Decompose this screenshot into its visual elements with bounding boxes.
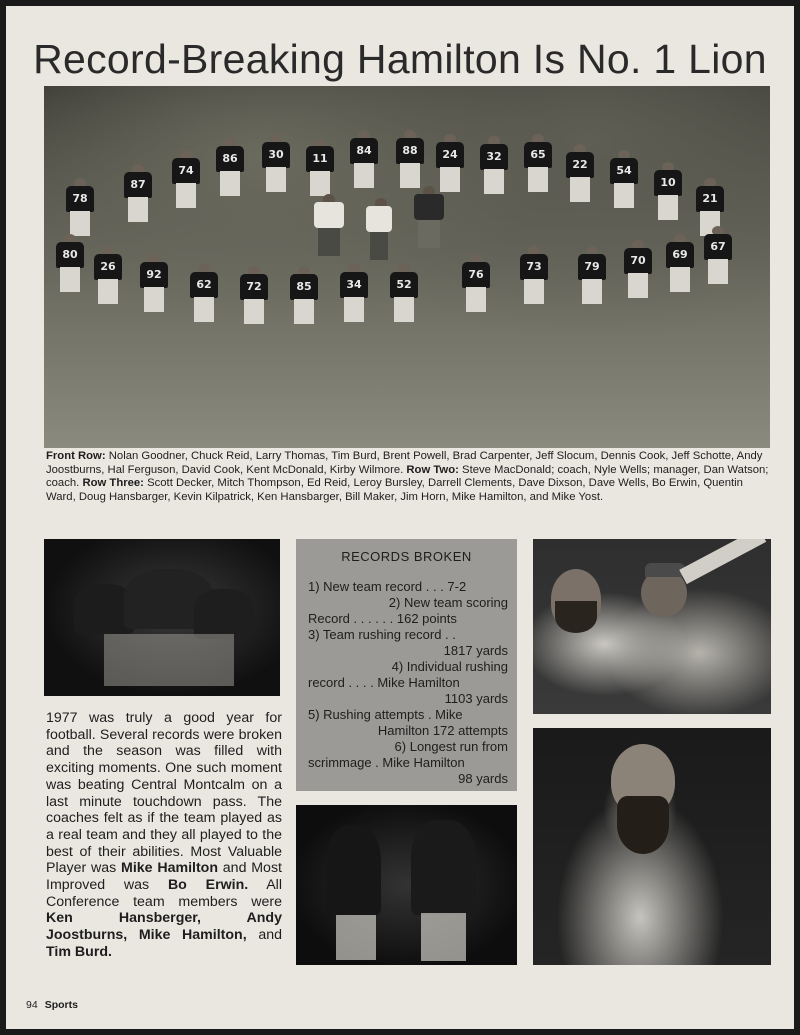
most-improved-name: Bo Erwin. bbox=[167, 877, 249, 894]
page-number: 94 bbox=[26, 999, 38, 1011]
team-player bbox=[624, 240, 652, 298]
jersey-number: 67 bbox=[704, 234, 732, 260]
coach-figure bbox=[314, 194, 344, 256]
jersey-number: 22 bbox=[566, 152, 594, 178]
section-name: Sports bbox=[44, 999, 78, 1011]
jersey-number: 10 bbox=[654, 170, 682, 196]
record-line: 6) Longest run from bbox=[394, 739, 508, 754]
jersey-number: 70 bbox=[624, 248, 652, 274]
team-player bbox=[610, 150, 638, 208]
record-line: 98 yards bbox=[458, 771, 508, 786]
team-player bbox=[436, 134, 464, 192]
team-player bbox=[240, 266, 268, 324]
records-broken-box bbox=[296, 539, 517, 791]
team-player bbox=[520, 246, 548, 304]
article-text-2: and Most Improved was bbox=[46, 860, 282, 894]
coach-photo-portrait bbox=[533, 728, 771, 965]
huddle-photo bbox=[44, 539, 280, 696]
jersey-number: 79 bbox=[578, 254, 606, 280]
jersey-number: 21 bbox=[696, 186, 724, 212]
team-player bbox=[66, 178, 94, 236]
record-line: Record . . . . . . 162 points bbox=[308, 611, 457, 626]
jersey-number: 87 bbox=[124, 172, 152, 198]
jersey-number: 11 bbox=[306, 146, 334, 172]
jersey-number: 34 bbox=[340, 272, 368, 298]
team-player bbox=[666, 234, 694, 292]
team-player bbox=[566, 144, 594, 202]
team-player bbox=[524, 134, 552, 192]
jersey-number: 85 bbox=[290, 274, 318, 300]
team-photo-caption bbox=[46, 450, 772, 504]
coach-photo-pointing bbox=[533, 539, 771, 714]
jersey-number: 30 bbox=[262, 142, 290, 168]
team-player bbox=[290, 266, 318, 324]
team-player bbox=[56, 234, 84, 292]
front-row-names: Nolan Goodner, Chuck Reid, Larry Thomas, Tim Burd, Brent Powell, Brad Carpenter, Jeff Slocum, Dennis Cook, Jeff Schotte, Andy Joostburns, Hal Ferguson, David Cook, Kent McDonald, Kirby Wilmore. bbox=[46, 450, 763, 476]
jersey-number: 65 bbox=[524, 142, 552, 168]
jersey-number: 88 bbox=[396, 138, 424, 164]
row-two-label: Row Two: bbox=[406, 463, 459, 476]
team-player bbox=[704, 226, 732, 284]
team-player bbox=[306, 138, 334, 196]
team-photo bbox=[44, 86, 770, 448]
all-conference-names: Ken Hansberger, Andy Joostburns, Mike Hamilton, bbox=[46, 910, 282, 944]
team-player bbox=[94, 246, 122, 304]
jersey-number: 92 bbox=[140, 262, 168, 288]
row-three-names: Scott Decker, Mitch Thompson, Ed Reid, Leroy Bursley, Darrell Clements, Dave Dixson, Dave Wells, Bo Erwin, Quentin Ward, Doug Hansbarger, Kevin Kilpatrick, Ken Hansbarger, Bill Maker, Jim Horn, Mike Hamilton, and Mike Yost. bbox=[46, 477, 743, 503]
team-player bbox=[350, 130, 378, 188]
mvp-name: Mike Hamilton bbox=[121, 860, 219, 877]
jersey-number: 54 bbox=[610, 158, 638, 184]
row-three-label: Row Three: bbox=[82, 477, 144, 490]
record-line: 1) New team record . . . 7-2 bbox=[308, 579, 467, 594]
record-line: 1817 yards bbox=[443, 643, 508, 658]
team-player bbox=[396, 130, 424, 188]
team-player bbox=[262, 134, 290, 192]
jersey-number: 52 bbox=[390, 272, 418, 298]
record-line: 2) New team scoring bbox=[388, 595, 508, 610]
record-line: 1103 yards bbox=[444, 691, 508, 706]
jersey-number: 32 bbox=[480, 144, 508, 170]
article-text-4: and bbox=[246, 927, 282, 944]
row-two-names: Steve MacDonald; coach, Nyle Wells; manager, Dan Watson; coach. bbox=[46, 463, 769, 490]
front-row-label: Front Row: bbox=[46, 450, 106, 462]
yearbook-page bbox=[6, 6, 794, 1029]
jersey-number: 84 bbox=[350, 138, 378, 164]
jersey-number: 26 bbox=[94, 254, 122, 280]
team-player bbox=[480, 136, 508, 194]
team-player bbox=[190, 264, 218, 322]
team-player bbox=[124, 164, 152, 222]
jersey-number: 78 bbox=[66, 186, 94, 212]
record-line: 5) Rushing attempts . Mike bbox=[308, 707, 463, 722]
jersey-number: 69 bbox=[666, 242, 694, 268]
jersey-number: 80 bbox=[56, 242, 84, 268]
action-photo bbox=[296, 805, 517, 965]
jersey-number: 74 bbox=[172, 158, 200, 184]
article-text-3: All Conference team members were bbox=[46, 877, 282, 910]
page-footer bbox=[26, 999, 78, 1011]
team-player bbox=[390, 264, 418, 322]
record-line: record . . . . Mike Hamilton bbox=[308, 675, 460, 690]
page-title: Record-Breaking Hamilton Is No. 1 Lion bbox=[33, 36, 767, 82]
jersey-number: 76 bbox=[462, 262, 490, 288]
jersey-number: 62 bbox=[190, 272, 218, 298]
record-line: 3) Team rushing record . . bbox=[308, 627, 456, 642]
team-player bbox=[140, 254, 168, 312]
manager-figure bbox=[366, 198, 392, 260]
coach-figure-2 bbox=[414, 186, 444, 248]
team-player bbox=[172, 150, 200, 208]
team-player bbox=[578, 246, 606, 304]
jersey-number: 72 bbox=[240, 274, 268, 300]
team-player bbox=[654, 162, 682, 220]
record-line: 4) Individual rushing bbox=[391, 659, 508, 674]
team-player bbox=[216, 138, 244, 196]
jersey-number: 24 bbox=[436, 142, 464, 168]
record-line: scrimmage . Mike Hamilton bbox=[308, 755, 465, 770]
records-heading: RECORDS BROKEN bbox=[341, 549, 472, 564]
article-body bbox=[46, 710, 282, 961]
article-text-1: 1977 was truly a good year for football. Several records were broken and the season was filled with exciting moments. One such moment was beating Central Montcalm on a last minute touchdown pass. The coaches felt as if the team played as a real team and they all played to the best of their abilities. Most Valuable Player was bbox=[46, 710, 282, 877]
team-player bbox=[462, 254, 490, 312]
record-line: Hamilton 172 attempts bbox=[377, 723, 508, 738]
team-player bbox=[340, 264, 368, 322]
jersey-number: 73 bbox=[520, 254, 548, 280]
all-conference-last: Tim Burd. bbox=[46, 943, 112, 960]
jersey-number: 86 bbox=[216, 146, 244, 172]
